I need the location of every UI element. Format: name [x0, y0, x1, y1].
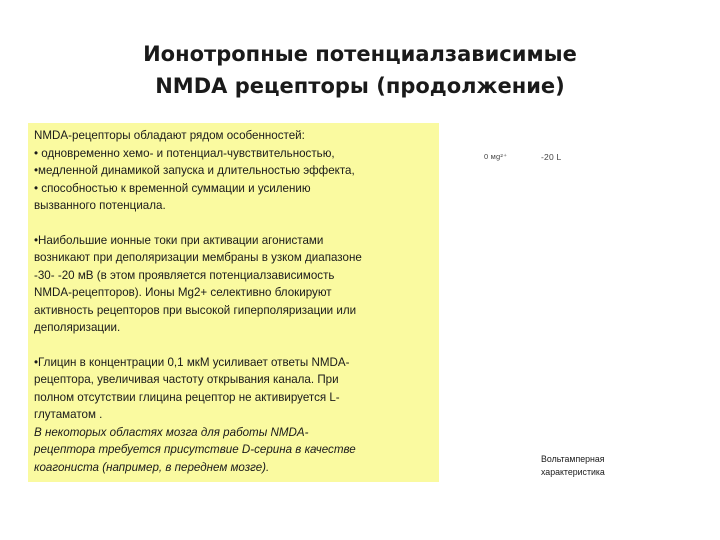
- title-line-2: NMDA рецепторы (продолжение): [155, 74, 565, 98]
- features-item-2: •медленной динамикой запуска и длительностью эффекта,: [34, 164, 355, 177]
- title-line-1: Ионотропные потенциалзависимые: [143, 42, 577, 66]
- paragraph-glycine: [34, 354, 433, 477]
- features-item-3-cont: вызванного потенциала.: [34, 199, 166, 212]
- d-serine-note-line: рецептора требуется присутствие D-серина в качестве: [34, 443, 356, 456]
- caption-line-2: характеристика: [541, 467, 605, 477]
- graph-label-mg: 0 мg²⁺: [484, 152, 508, 161]
- features-item-3: • способностью к временной суммации и усилению: [34, 181, 311, 195]
- ion-currents-line: •Наибольшие ионные токи при активации агонистами: [34, 233, 324, 247]
- d-serine-note-line: коагониста (например, в переднем мозге).: [34, 460, 270, 474]
- d-serine-note-line: В некоторых областях мозга для работы NMDA-: [34, 425, 309, 439]
- glycine-line: глутаматом .: [34, 408, 103, 421]
- glycine-line: •Глицин в концентрации 0,1 мкМ усиливает ответы NMDA-: [34, 355, 350, 369]
- ion-currents-line: NMDA-рецепторов). Ионы Mg2+ селективно блокируют: [34, 286, 332, 299]
- caption-line-1: Вольтамперная: [541, 454, 605, 464]
- ion-currents-line: -30- -20 мВ (в этом проявляется потенциалзависимость: [34, 268, 335, 282]
- ion-currents-line: активность рецепторов при высокой гиперполяризации или: [34, 303, 357, 317]
- paragraph-features: [34, 127, 433, 215]
- ion-currents-line: возникают при деполяризации мембраны в узком диапазоне: [34, 251, 362, 264]
- paragraph-ion-currents: [34, 232, 433, 337]
- features-item-1: • одновременно хемо- и потенциал-чувствительностью,: [34, 146, 335, 160]
- slide-title: [0, 38, 720, 102]
- features-intro: NMDA-рецепторы обладают рядом особенностей:: [34, 129, 305, 142]
- glycine-line: полном отсутствии глицина рецептор не активируется L-: [34, 390, 340, 404]
- text-panel: [28, 123, 439, 482]
- glycine-line: рецептора, увеличивая частоту открывания канала. При: [34, 373, 339, 386]
- graph-label-voltage: -20 L: [541, 152, 562, 162]
- figure-caption: [541, 453, 661, 479]
- ion-currents-line: деполяризации.: [34, 321, 121, 334]
